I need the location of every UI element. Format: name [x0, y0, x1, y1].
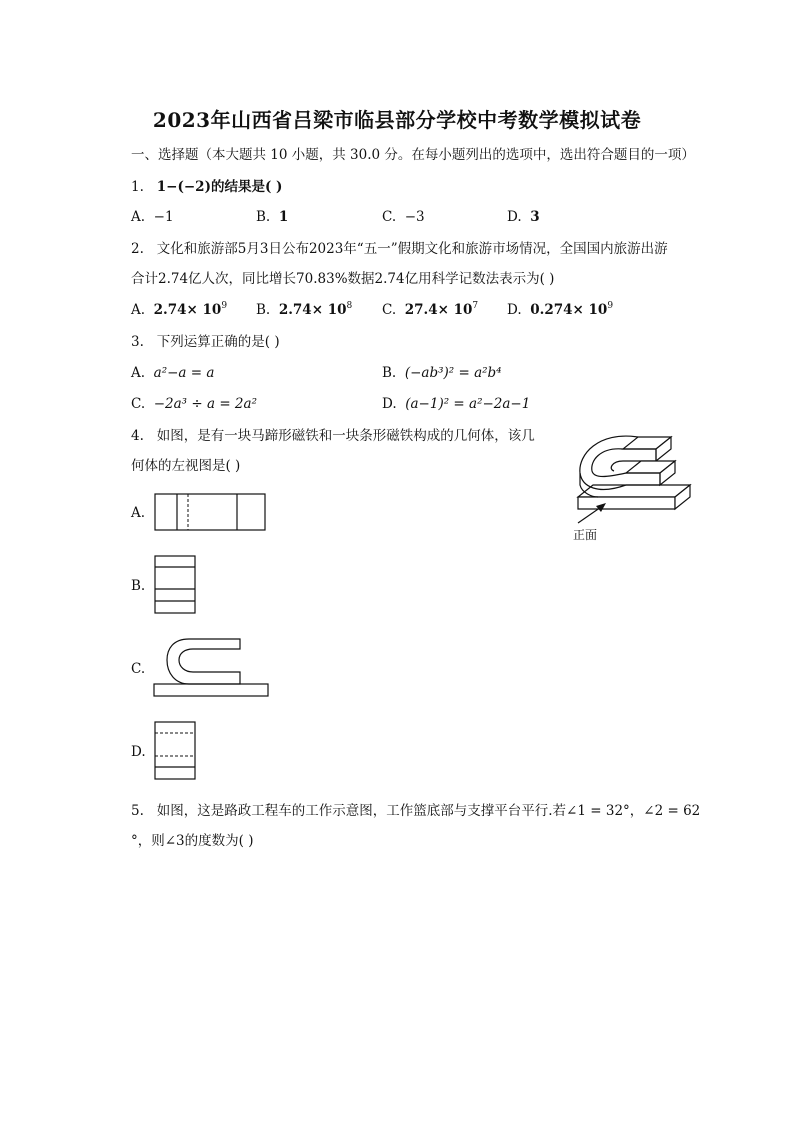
question-2-line2: 合计2.74亿人次，同比增长70.83%数据2.74亿用科学记数法表示为( ): [131, 271, 555, 287]
question-stem-line1: 如图，是有一块马蹄形磁铁和一块条形磁铁构成的几何体，该几: [156, 428, 535, 444]
option-d-label: D.: [131, 744, 146, 760]
option-d: D. (a−1)² = a²−2a−1: [382, 396, 531, 412]
question-number: 3.: [131, 334, 144, 350]
question-1: [131, 178, 282, 196]
option-a-label: A.: [131, 505, 146, 521]
option-b: B. $2.74\times 10^8$: [256, 301, 353, 318]
question-4: [131, 427, 535, 445]
option-c-label: C.: [131, 661, 146, 677]
option-b: B. 1: [256, 209, 289, 225]
question-number: 4.: [131, 428, 144, 444]
figure-caption: 正面: [573, 528, 598, 542]
question-stem-line1: 文化和旅游部5月3日公布2023年“五一”假期文化和旅游市场情况，全国国内旅游出游: [156, 241, 668, 257]
option-a: A. $2.74\times 10^9$: [131, 301, 228, 318]
option-a-figure: [154, 493, 268, 533]
option-a: A. a²−a = a: [131, 365, 215, 381]
option-d: D. $0.274\times 10^9$: [507, 301, 614, 318]
option-d-figure: [154, 721, 198, 781]
option-b: B. (−ab³)² = a²b⁴: [382, 365, 502, 381]
option-d: D. 3: [507, 209, 540, 225]
question-5: [131, 802, 700, 820]
option-b-figure: [154, 555, 198, 615]
section-heading: 一、选择题（本大题共 10 小题，共 30.0 分。在每小题列出的选项中，选出符合题目的一项）: [131, 147, 695, 163]
question-4-line2: 何体的左视图是( ): [131, 458, 241, 474]
question-number: 5.: [131, 803, 144, 819]
option-c: C. −3: [382, 209, 425, 225]
question-5-line2: °，则∠3的度数为( ): [131, 833, 254, 849]
option-c: C. $27.4\times 10^7$: [382, 301, 479, 318]
question-2: [131, 240, 668, 258]
question-number: 2.: [131, 241, 144, 257]
question-number: 1.: [131, 179, 144, 195]
option-a: A. −1: [131, 209, 174, 225]
question-stem-line1: 如图，这是路政工程车的工作示意图，工作篮底部与支撑平台平行.若∠1 = 32°，∠2 = 62: [156, 803, 701, 819]
option-c: C. −2a³ ÷ a = 2a²: [131, 396, 257, 412]
question-3: [131, 333, 280, 351]
question-stem: 1−(−2)的结果是( ): [156, 179, 283, 195]
page-title: 2023年山西省吕梁市临县部分学校中考数学模拟试卷: [152, 108, 642, 132]
question-stem: 下列运算正确的是( ): [156, 334, 280, 350]
option-c-figure: [153, 637, 271, 699]
option-b-label: B.: [131, 578, 146, 594]
